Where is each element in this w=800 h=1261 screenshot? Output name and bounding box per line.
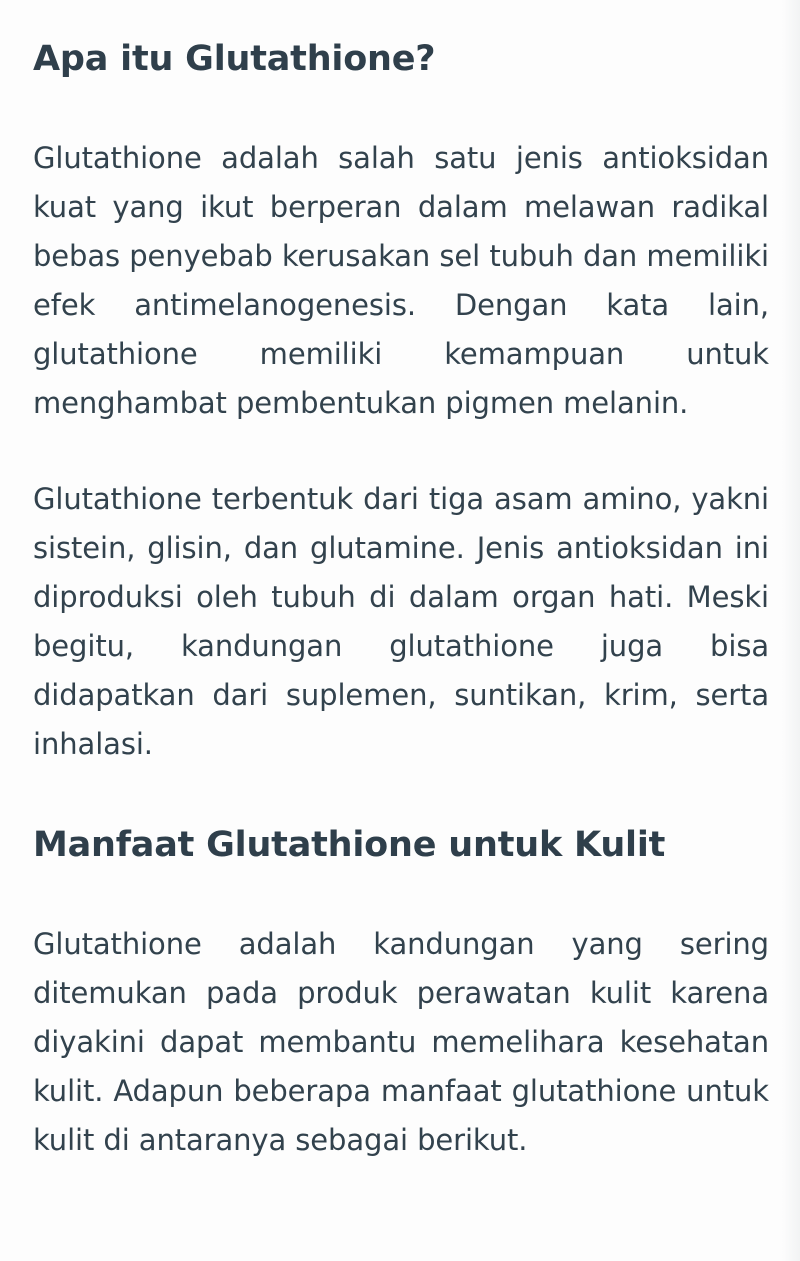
page-edge-shadow (782, 0, 800, 1261)
paragraph-amino-acids: Glutathione terbentuk dari tiga asam amino, yakni sistein, glisin, dan glutamine. Jenis antioksidan ini diproduksi oleh tubuh di dalam organ hati. Meski begitu, kandungan glutathione juga bisa didapatkan dari suplemen, suntikan, krim, serta inhalasi. (33, 482, 769, 761)
section-heading-apa-itu-glutathione: Apa itu Glutathione? (33, 39, 436, 79)
paragraph-skin-benefits-intro: Glutathione adalah kandungan yang sering ditemukan pada produk perawatan kulit karena diyakini dapat membantu memelihara kesehatan kulit. Adapun beberapa manfaat glutathione untuk kulit di antaranya sebagai berikut. (33, 927, 769, 1157)
paragraph-definition: Glutathione adalah salah satu jenis antioksidan kuat yang ikut berperan dalam melawan radikal bebas penyebab kerusakan sel tubuh dan memiliki efek antimelanogenesis. Dengan kata lain, glutathione memiliki kemampuan untuk menghambat pembentukan pigmen melanin. (33, 141, 769, 420)
section-heading-manfaat-glutathione: Manfaat Glutathione untuk Kulit (33, 825, 666, 865)
